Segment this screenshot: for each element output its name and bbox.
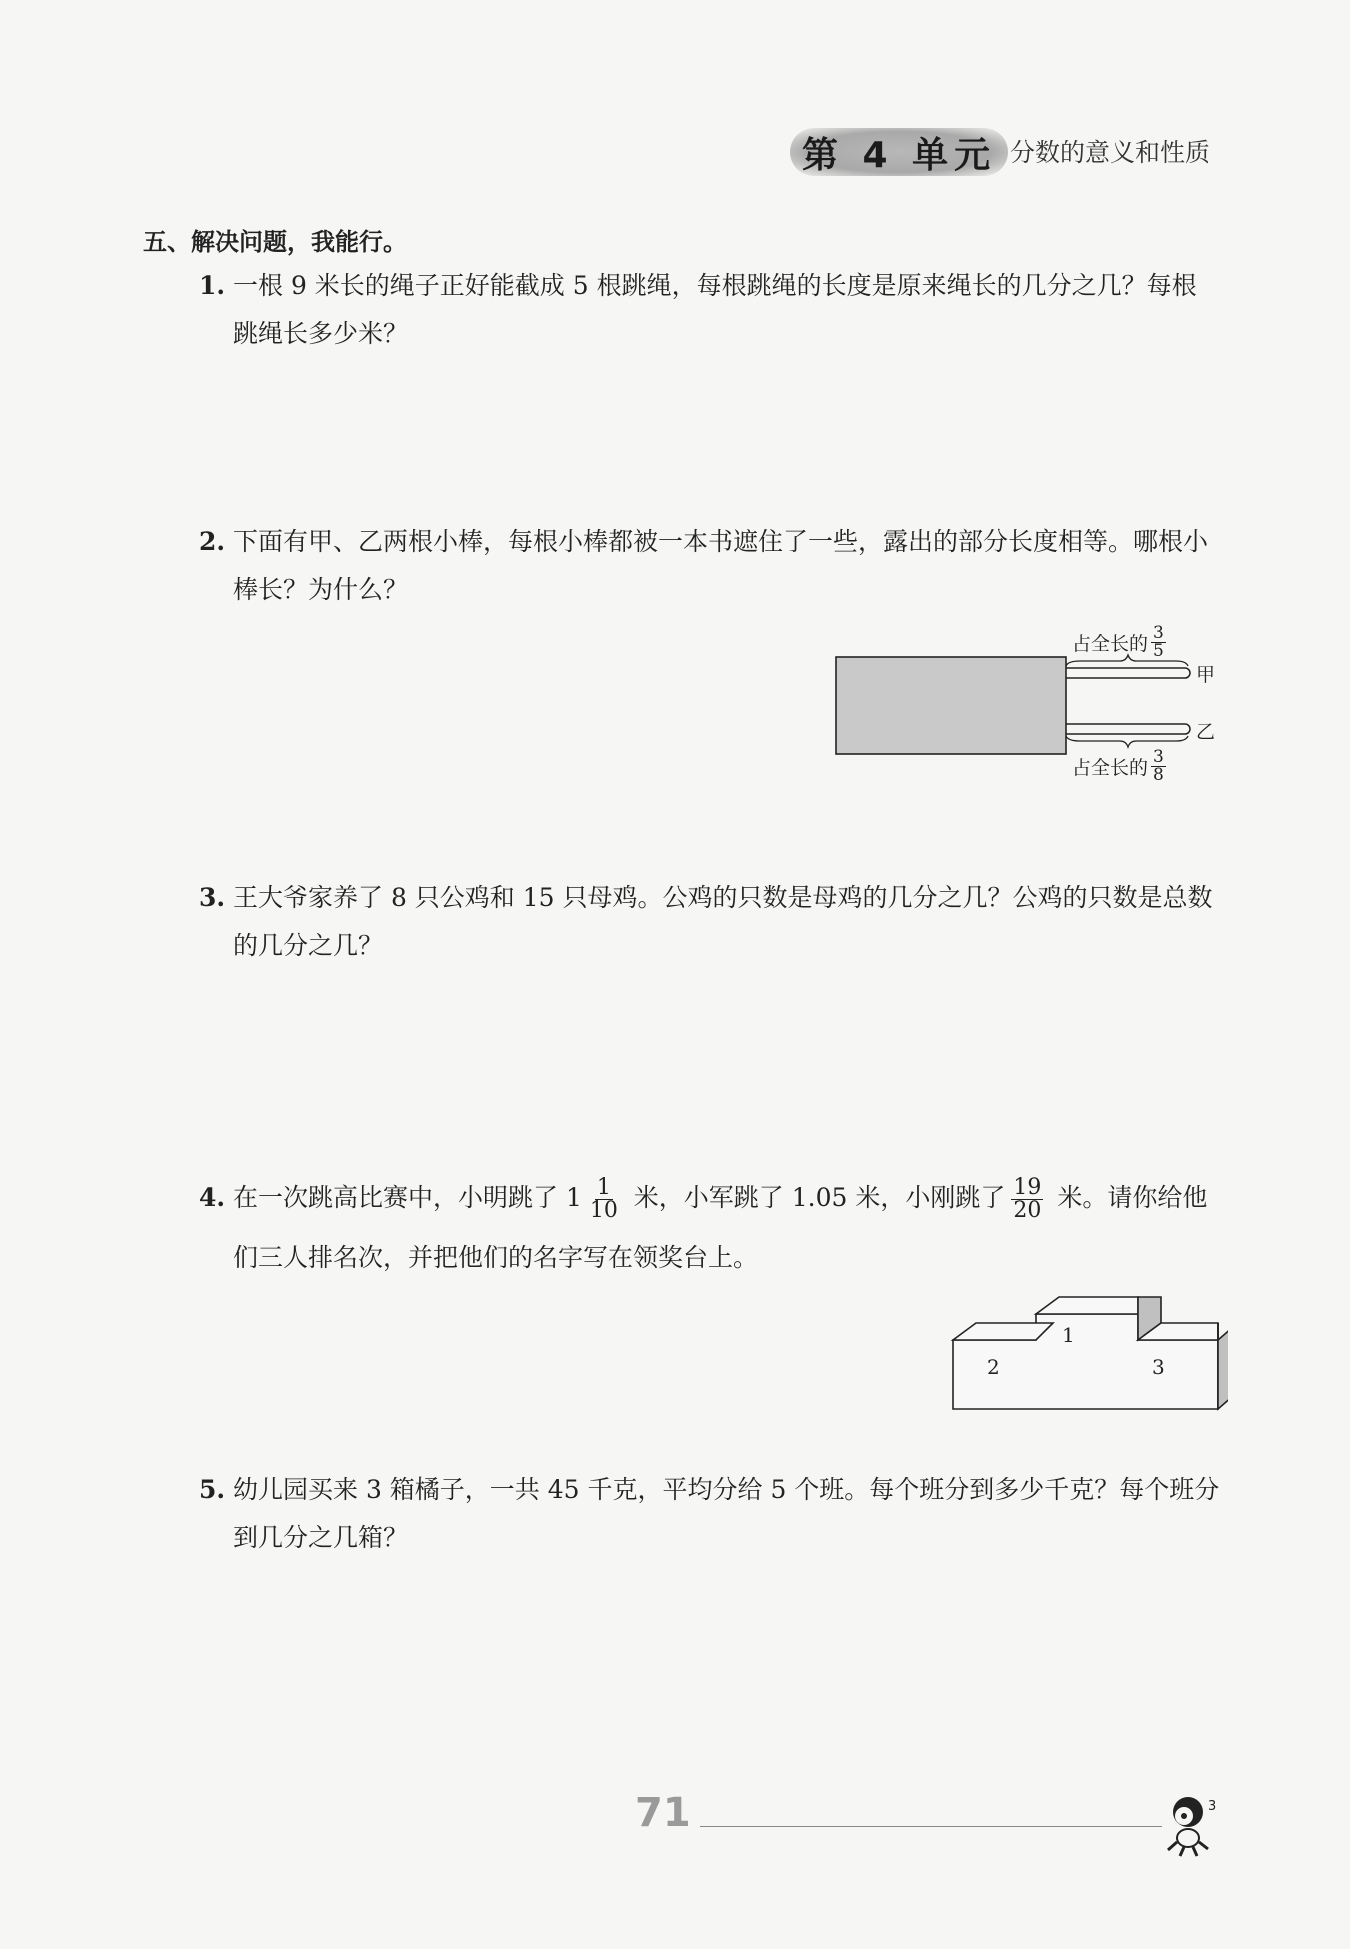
question-text: 幼儿园买来 3 箱橘子，一共 45 千克，平均分给 5 个班。每个班分到多少千克？每个班分到几分之几箱？ — [233, 1475, 1220, 1552]
question-2 — [200, 518, 1220, 614]
stick-jia-label: 甲 — [1196, 664, 1216, 686]
fraction-3-8 — [1151, 749, 1166, 784]
fraction-denominator: 8 — [1153, 765, 1164, 785]
question-text: 在一次跳高比赛中，小明跳了 1 $\frac{1}{10}$ 米，小军跳了 1.05 米，小刚跳了 $\frac{19}{20}$ 米。请你给他们三人排名次，并把他们的名字写在领奖台上。 — [233, 1175, 1208, 1272]
label-prefix: 占全长的 — [1072, 633, 1149, 655]
fraction-1-10: $\frac{1}{10}$ — [589, 1175, 618, 1223]
label-jia-fraction — [1072, 625, 1166, 660]
question-number: 4. — [199, 1183, 226, 1212]
question-4 — [200, 1168, 1220, 1288]
question-text: 下面有甲、乙两根小棒，每根小棒都被一本书遮住了一些，露出的部分长度相等。哪根小棒长？为什么？ — [233, 527, 1209, 604]
unit-badge — [790, 128, 1008, 176]
question-text: 一根 9 米长的绳子正好能截成 5 根跳绳，每根跳绳的长度是原来绳长的几分之几？每根跳绳长多少米？ — [233, 271, 1197, 348]
cartoon-mascot-icon — [1160, 1792, 1222, 1858]
fraction-denominator: 5 — [1153, 641, 1164, 661]
section-title: 五、解决问题，我能行。 — [143, 228, 407, 256]
stick-figure — [830, 625, 1230, 795]
question-number: 2. — [199, 527, 226, 556]
podium-third: 3 — [1152, 1355, 1165, 1379]
footer-line — [700, 1826, 1162, 1827]
page-number: 71 — [635, 1790, 691, 1836]
label-yi-fraction — [1072, 749, 1166, 784]
unit-title: 第 4 单元 — [802, 134, 997, 176]
fraction-19-20: $\frac{19}{20}$ — [1013, 1175, 1042, 1223]
question-number: 5. — [199, 1475, 226, 1504]
podium-top-middle — [1036, 1297, 1138, 1314]
stick-diagram — [830, 625, 1230, 795]
stick-yi-label: 乙 — [1196, 721, 1216, 743]
question-1 — [200, 262, 1220, 358]
fraction-numerator: 3 — [1153, 623, 1164, 643]
question-text: 王大爷家养了 8 只公鸡和 15 只母鸡。公鸡的只数是母鸡的几分之几？公鸡的只数是总数的几分之几？ — [233, 883, 1213, 960]
label-prefix: 占全长的 — [1072, 757, 1149, 779]
svg-text:3: 3 — [1208, 1799, 1217, 1814]
fraction-numerator: 3 — [1153, 747, 1164, 767]
mascot-icon — [1160, 1792, 1222, 1858]
podium-second: 2 — [987, 1355, 1000, 1379]
book-rect — [836, 657, 1066, 754]
question-3 — [200, 874, 1220, 970]
podium-right-side — [1218, 1327, 1228, 1409]
fraction-3-5 — [1151, 625, 1166, 660]
podium-figure — [948, 1285, 1228, 1415]
podium-top-left — [953, 1323, 1053, 1340]
question-number: 3. — [199, 883, 226, 912]
question-number: 1. — [199, 271, 226, 300]
brace-yi — [1066, 736, 1188, 747]
question-5 — [200, 1466, 1220, 1562]
podium-first: 1 — [1062, 1323, 1075, 1347]
unit-subtitle: 分数的意义和性质 — [1010, 138, 1211, 167]
podium-diagram — [948, 1285, 1228, 1415]
